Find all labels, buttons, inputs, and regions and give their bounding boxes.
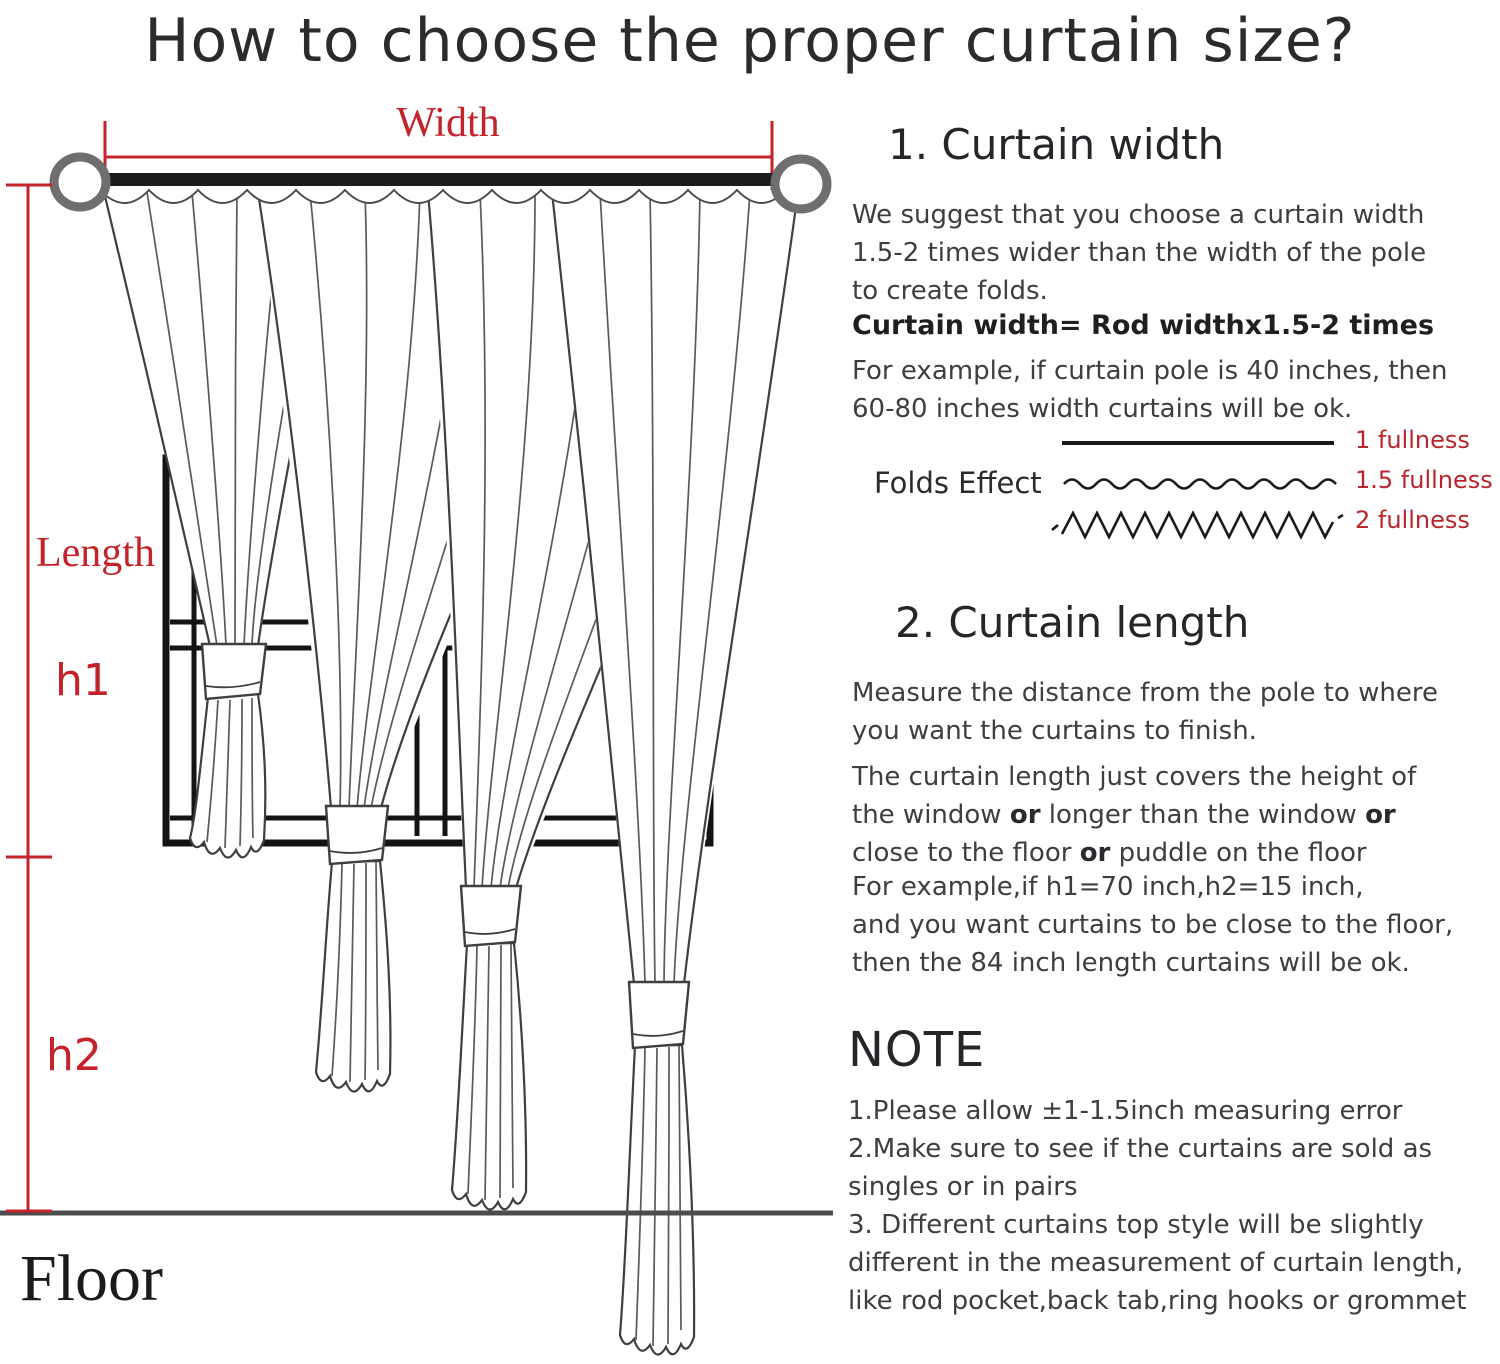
folds-effect-label: Folds Effect [874,466,1042,500]
note-heading: NOTE [848,1022,986,1078]
page-title: How to choose the proper curtain size? [144,6,1356,76]
section1-para1: We suggest that you choose a curtain width 1.5-2 times wider than the width of the pole to create folds. [852,200,1427,306]
tie-band [202,644,266,699]
section1-heading: 1. Curtain width [888,120,1225,169]
fullness-label-1: 1 fullness [1355,426,1470,454]
section2-para1: Measure the distance from the pole to where you want the curtains to finish. [852,678,1438,746]
h1-label: h1 [55,655,111,706]
curtain-fold-group-4 [552,192,798,1355]
curtain-ring-left [54,157,106,207]
section2-para2: The curtain length just covers the height of the window or longer than the window or close to the floor or puddle on the floor [852,762,1417,868]
note-list: 1.Please allow ±1-1.5inch measuring error 2.Make sure to see if the curtains are sold as singles or in pairs 3. Different curtains top style will be slightly different in the measurement of curtain length, like rod pocket,back tab,ring hooks or grommet [848,1096,1467,1316]
section1-para2: For example, if curtain pole is 40 inches, then 60-80 inches width curtains will be ok. [852,356,1448,424]
curtain-width-formula: Curtain width= Rod widthx1.5-2 times [852,310,1435,341]
tie-band [461,886,521,946]
floor-label: Floor [20,1242,164,1315]
fullness-line-wave [1062,474,1338,492]
tie-band [326,806,388,864]
width-label: Width [396,100,500,146]
fullness-line-zigzag [1050,508,1346,542]
fullness-label-15: 1.5 fullness [1355,466,1493,494]
curtain-rod [90,173,792,186]
fullness-label-2: 2 fullness [1355,506,1470,534]
length-label: Length [36,530,155,576]
tie-band [629,982,689,1048]
h2-label: h2 [46,1030,102,1081]
curtain-ring-right [775,159,827,209]
fullness-line-straight [1062,441,1334,445]
section2-heading: 2. Curtain length [895,598,1250,647]
section2-para3: For example,if h1=70 inch,h2=15 inch, and you want curtains to be close to the floor, then the 84 inch length curtains will be ok. [852,872,1454,978]
